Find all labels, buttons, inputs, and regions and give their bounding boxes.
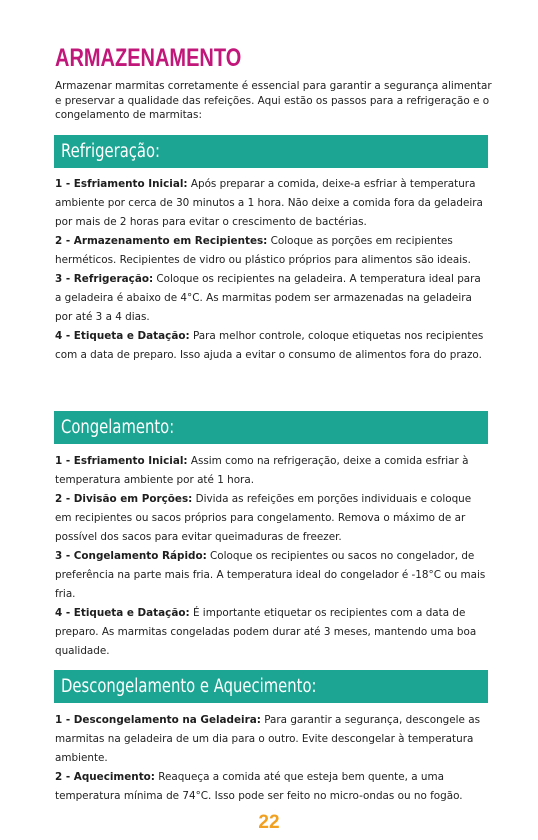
item-term: Aquecimento:: [73, 771, 155, 783]
list-item: [55, 452, 489, 490]
section-list-descongelamento: [55, 711, 489, 806]
list-item: [55, 604, 489, 661]
item-term: Esfriamento Inicial:: [73, 455, 188, 467]
item-term: Etiqueta e Datação:: [73, 330, 190, 342]
list-item: [55, 490, 489, 547]
item-number: 1 -: [55, 178, 74, 190]
item-term: Armazenamento em Recipientes:: [73, 235, 268, 247]
page-title: ARMAZENAMENTO: [55, 44, 242, 72]
section-list-congelamento: [55, 452, 489, 661]
item-text: Coloque os recipientes na geladeira. A temperatura ideal para a geladeira é abaixo de 4°C. As marmitas podem ser armazenadas na geladeira por até 3 a 4 dias.: [55, 273, 481, 323]
list-item: [55, 547, 489, 604]
list-item: [55, 327, 489, 365]
item-term: Etiqueta e Datação:: [73, 607, 190, 619]
item-text: É importante etiquetar os recipientes com a data de preparo. As marmitas congeladas podem durar até 3 meses, mantendo uma boa qualidade.: [55, 607, 477, 657]
section-banner-refrigeracao: [54, 135, 488, 168]
item-term: Esfriamento Inicial:: [73, 178, 188, 190]
item-term: Refrigeração:: [73, 273, 154, 285]
section-list-refrigeracao: [55, 175, 489, 365]
item-number: 1 -: [55, 714, 74, 726]
list-item: [55, 768, 489, 806]
list-item: [55, 270, 489, 327]
item-number: 3 -: [55, 273, 74, 285]
item-text: Coloque as porções em recipientes herméticos. Recipientes de vidro ou plástico próprios para alimentos são ideais.: [55, 235, 471, 266]
list-item: [55, 175, 489, 232]
item-term: Descongelamento na Geladeira:: [73, 714, 261, 726]
page-number: 22: [258, 812, 280, 833]
item-text: Divida as refeições em porções individuais e coloque em recipientes ou sacos próprios para congelamento. Remova o máximo de ar possível dos sacos para evitar queimaduras de freezer.: [55, 493, 472, 543]
intro-paragraph: Armazenar marmitas corretamente é essencial para garantir a segurança alimentar e preservar a qualidade das refeições. Aqui estão os passos para a refrigeração e o congelamento de marmitas:: [55, 80, 492, 121]
item-number: 3 -: [55, 550, 74, 562]
list-item: [55, 232, 489, 270]
item-text: Para melhor controle, coloque etiquetas nos recipientes com a data de preparo. Isso ajuda a evitar o consumo de alimentos fora do prazo.: [55, 330, 484, 361]
item-number: 2 -: [55, 235, 74, 247]
item-term: Congelamento Rápido:: [73, 550, 207, 562]
item-text: Assim como na refrigeração, deixe a comida esfriar à temperatura ambiente por até 1 hora.: [55, 455, 469, 486]
item-number: 4 -: [55, 330, 74, 342]
section-heading: Refrigeração:: [61, 141, 161, 162]
item-term: Divisão em Porções:: [73, 493, 193, 505]
item-number: 2 -: [55, 493, 74, 505]
item-text: Após preparar a comida, deixe-a esfriar à temperatura ambiente por cerca de 30 minutos a 1 hora. Não deixe a comida fora da geladeira por mais de 2 horas para evitar o crescimento de bactérias.: [55, 178, 483, 228]
section-heading: Congelamento:: [61, 417, 175, 438]
item-text: Reaqueça a comida até que esteja bem quente, a uma temperatura mínima de 74°C. Isso pode ser feito no micro-ondas ou no fogão.: [55, 771, 463, 802]
item-number: 2 -: [55, 771, 74, 783]
list-item: [55, 711, 489, 768]
section-banner-congelamento: [54, 411, 488, 444]
section-heading: Descongelamento e Aquecimento:: [61, 676, 317, 697]
section-banner-descongelamento: [54, 670, 488, 703]
item-number: 4 -: [55, 607, 74, 619]
item-text: Para garantir a segurança, descongele as marmitas na geladeira de um dia para o outro. Evite descongelar à temperatura ambiente.: [55, 714, 481, 764]
item-number: 1 -: [55, 455, 74, 467]
item-text: Coloque os recipientes ou sacos no congelador, de preferência na parte mais fria. A temperatura ideal do congelador é -18°C ou mais fria.: [55, 550, 486, 600]
